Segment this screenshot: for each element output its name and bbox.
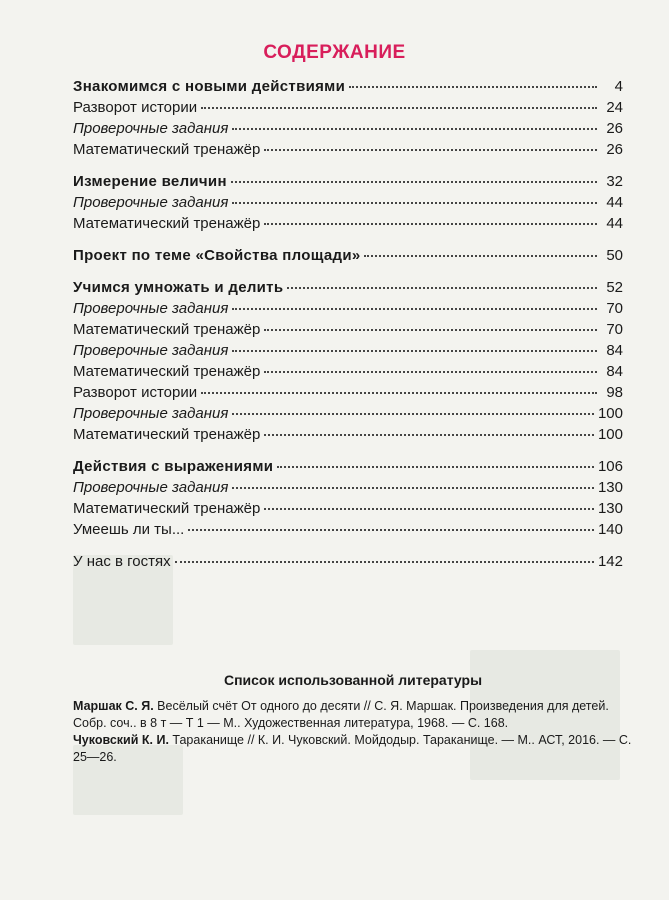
toc-entry-label: У нас в гостях — [73, 553, 171, 570]
toc-entry — [73, 78, 623, 99]
reference-author: Чуковский К. И. — [73, 733, 169, 747]
toc-leader-dots — [232, 350, 597, 352]
toc-entry — [73, 247, 623, 268]
toc-entry — [73, 99, 623, 120]
toc-page-number: 140 — [597, 521, 623, 538]
toc-leader-dots — [232, 413, 594, 415]
toc-leader-dots — [231, 181, 597, 183]
references-title: Список использованной литературы — [223, 672, 483, 688]
toc-entry-label: Проверочные задания — [73, 194, 229, 211]
toc-page-number: 98 — [606, 384, 623, 401]
contents-title: СОДЕРЖАНИЕ — [263, 42, 406, 63]
toc-leader-dots — [264, 223, 597, 225]
toc-entry — [73, 194, 623, 215]
toc-leader-dots — [264, 508, 594, 510]
toc-page-number: 26 — [606, 141, 623, 158]
toc-page-number: 32 — [606, 173, 623, 190]
reference-text: Весёлый счёт От одного до десяти // С. Я. Маршак. Произведения для детей. Собр. соч.. в 8 т — Т 1 — М.. Художественная литература, 1968. — С. 168. — [73, 699, 609, 730]
toc-leader-dots — [264, 434, 594, 436]
toc-entry — [73, 405, 623, 426]
toc-page-number: 70 — [606, 300, 623, 317]
toc-page-number: 100 — [597, 405, 623, 422]
toc-entry — [73, 342, 623, 363]
table-of-contents — [73, 78, 623, 574]
toc-leader-dots — [232, 308, 597, 310]
toc-entry — [73, 363, 623, 384]
toc-page-number: 4 — [614, 78, 623, 95]
toc-entry-label: Математический тренажёр — [73, 141, 261, 158]
toc-entry-label: Проверочные задания — [73, 300, 229, 317]
toc-entry — [73, 521, 623, 542]
toc-leader-dots — [201, 107, 597, 109]
toc-entry-label: Математический тренажёр — [73, 363, 261, 380]
toc-entry — [73, 458, 623, 479]
toc-entry — [73, 553, 623, 574]
references-section — [73, 672, 633, 766]
toc-leader-dots — [264, 329, 597, 331]
toc-leader-dots — [287, 287, 597, 289]
toc-page-number: 26 — [606, 120, 623, 137]
toc-entry — [73, 120, 623, 141]
toc-page-number: 142 — [597, 553, 623, 570]
toc-page-number: 84 — [606, 363, 623, 380]
toc-entry-label: Математический тренажёр — [73, 426, 261, 443]
toc-page-number: 70 — [606, 321, 623, 338]
toc-page-number: 106 — [597, 458, 623, 475]
toc-entry-label: Действия с выражениями — [73, 458, 274, 475]
toc-leader-dots — [188, 529, 594, 531]
toc-page-number: 130 — [597, 500, 623, 517]
toc-leader-dots — [232, 128, 597, 130]
toc-page-number: 100 — [597, 426, 623, 443]
toc-entry-label: Проверочные задания — [73, 120, 229, 137]
toc-entry — [73, 141, 623, 162]
toc-entry-label: Проверочные задания — [73, 405, 229, 422]
toc-leader-dots — [201, 392, 597, 394]
toc-entry-label: Измерение величин — [73, 173, 227, 190]
toc-entry — [73, 215, 623, 236]
toc-entry — [73, 426, 623, 447]
toc-entry-label: Учимся умножать и делить — [73, 279, 284, 296]
toc-leader-dots — [349, 86, 597, 88]
reference-item — [73, 732, 633, 766]
toc-entry-label: Проверочные задания — [73, 479, 229, 496]
toc-entry — [73, 500, 623, 521]
toc-page-number: 130 — [597, 479, 623, 496]
toc-leader-dots — [175, 561, 594, 563]
toc-entry — [73, 279, 623, 300]
toc-entry-label: Математический тренажёр — [73, 500, 261, 517]
toc-leader-dots — [264, 371, 597, 373]
toc-leader-dots — [277, 466, 594, 468]
toc-entry — [73, 384, 623, 405]
toc-entry-label: Математический тренажёр — [73, 215, 261, 232]
toc-entry — [73, 479, 623, 500]
toc-leader-dots — [264, 149, 597, 151]
toc-entry — [73, 300, 623, 321]
toc-entry-label: Разворот истории — [73, 384, 198, 401]
toc-entry-label: Знакомимся с новыми действиями — [73, 78, 346, 95]
toc-page-number: 24 — [606, 99, 623, 116]
toc-leader-dots — [232, 487, 594, 489]
toc-leader-dots — [232, 202, 597, 204]
toc-entry-label: Математический тренажёр — [73, 321, 261, 338]
toc-entry-label: Разворот истории — [73, 99, 198, 116]
toc-entry — [73, 321, 623, 342]
toc-page-number: 44 — [606, 215, 623, 232]
toc-page-number: 84 — [606, 342, 623, 359]
toc-entry-label: Проект по теме «Свойства площади» — [73, 247, 361, 264]
toc-page-number: 44 — [606, 194, 623, 211]
toc-entry — [73, 173, 623, 194]
reference-author: Маршак С. Я. — [73, 699, 154, 713]
toc-page-number: 50 — [606, 247, 623, 264]
toc-entry-label: Проверочные задания — [73, 342, 229, 359]
toc-entry-label: Умеешь ли ты... — [73, 521, 185, 538]
toc-page-number: 52 — [606, 279, 623, 296]
toc-leader-dots — [364, 255, 597, 257]
reference-text: Тараканище // К. И. Чуковский. Мойдодыр. Тараканище. — М.. АСТ, 2016. — С. 25—26. — [73, 733, 632, 764]
reference-item — [73, 698, 633, 732]
